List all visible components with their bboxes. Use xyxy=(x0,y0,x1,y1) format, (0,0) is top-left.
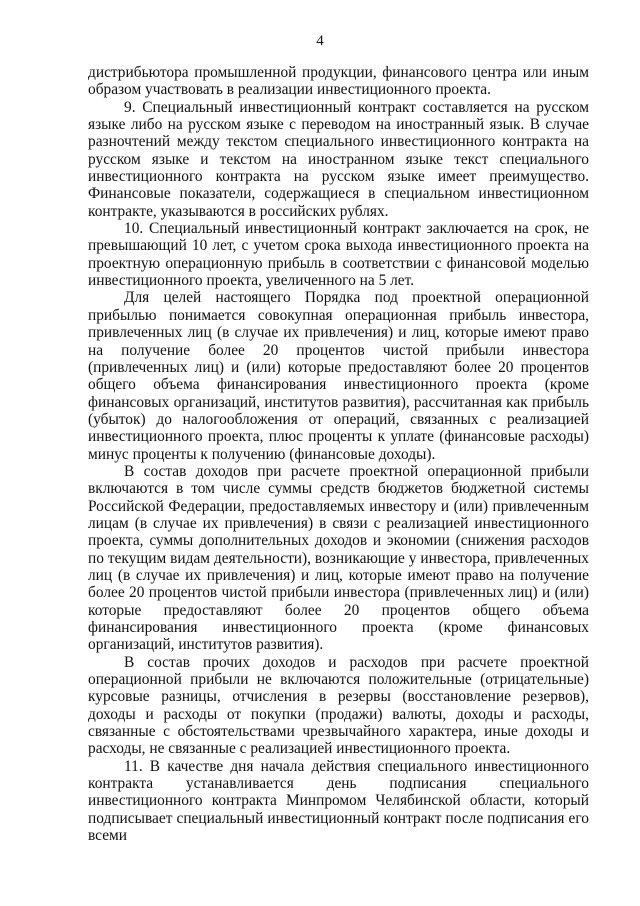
paragraph-item-11: 11. В качестве дня начала действия специального инвестиционного контракта устанавливается день подписания специального инвестиционного контракта Минпромом Челябинской области, который подписывает специальный инвестиционный контракт после подписания его всеми xyxy=(88,757,589,845)
paragraph-operating-profit-definition: Для целей настоящего Порядка под проектной операционной прибылью понимается совокупная операционная прибыль инвестора, привлеченных лиц (в случае их привлечения) и лиц, которые имеют право на получение более 20 процентов чистой прибыли инвестора (привлеченных лиц) и (или) которые предоставляют более 20 процентов общего объема финансирования инвестиционного проекта (кроме финансовых организаций, институтов развития), рассчитанная как прибыль (убыток) до налогообложения от операций, связанных с реализацией инвестиционного проекта, плюс проценты к уплате (финансовые расходы) минус проценты к получению (финансовые доходы). xyxy=(88,289,589,463)
document-text xyxy=(88,64,589,844)
paragraph-other-income-expenses: В состав прочих доходов и расходов при расчете проектной операционной прибыли не включаются положительные (отрицательные) курсовые разницы, отчисления в резервы (восстановление резервов), доходы и расходы от покупки (продажи) валюты, доходы и расходы, связанные с обстоятельствами чрезвычайного характера, иные доходы и расходы, не связанные с реализацией инвестиционного проекта. xyxy=(88,653,589,758)
page-number: 4 xyxy=(316,33,324,49)
paragraph-item-10: 10. Специальный инвестиционный контракт заключается на срок, не превышающий 10 лет, с учетом срока выхода инвестиционного проекта на проектную операционную прибыль в соответствии с финансовой моделью инвестиционного проекта, увеличенного на 5 лет. xyxy=(88,220,589,290)
paragraph-continuation: дистрибьютора промышленной продукции, финансового центра или иным образом участвовать в реализации инвестиционного проекта. xyxy=(88,64,589,99)
paragraph-income-composition: В состав доходов при расчете проектной операционной прибыли включаются в том числе суммы средств бюджетов бюджетной системы Российской Федерации, предоставляемых инвестору и (или) привлеченным лицам (в случае их привлечения) в связи с реализацией инвестиционного проекта, суммы дополнительных доходов и экономии (снижения расходов по текущим видам деятельности), возникающие у инвестора, привлеченных лиц (в случае их привлечения) и лиц, которые имеют право на получение более 20 процентов чистой прибыли инвестора (привлеченных лиц) и (или) которые предоставляют более 20 процентов общего объема финансирования инвестиционного проекта (кроме финансовых организаций, институтов развития). xyxy=(88,462,589,654)
paragraph-item-9: 9. Специальный инвестиционный контракт составляется на русском языке либо на русском языке с переводом на иностранный язык. В случае разночтений между текстом специального инвестиционного контракта на русском языке и текстом на иностранном языке текст специального инвестиционного контракта на русском языке имеет преимущество. Финансовые показатели, содержащиеся в специальном инвестиционном контракте, указываются в российских рублях. xyxy=(88,98,589,220)
